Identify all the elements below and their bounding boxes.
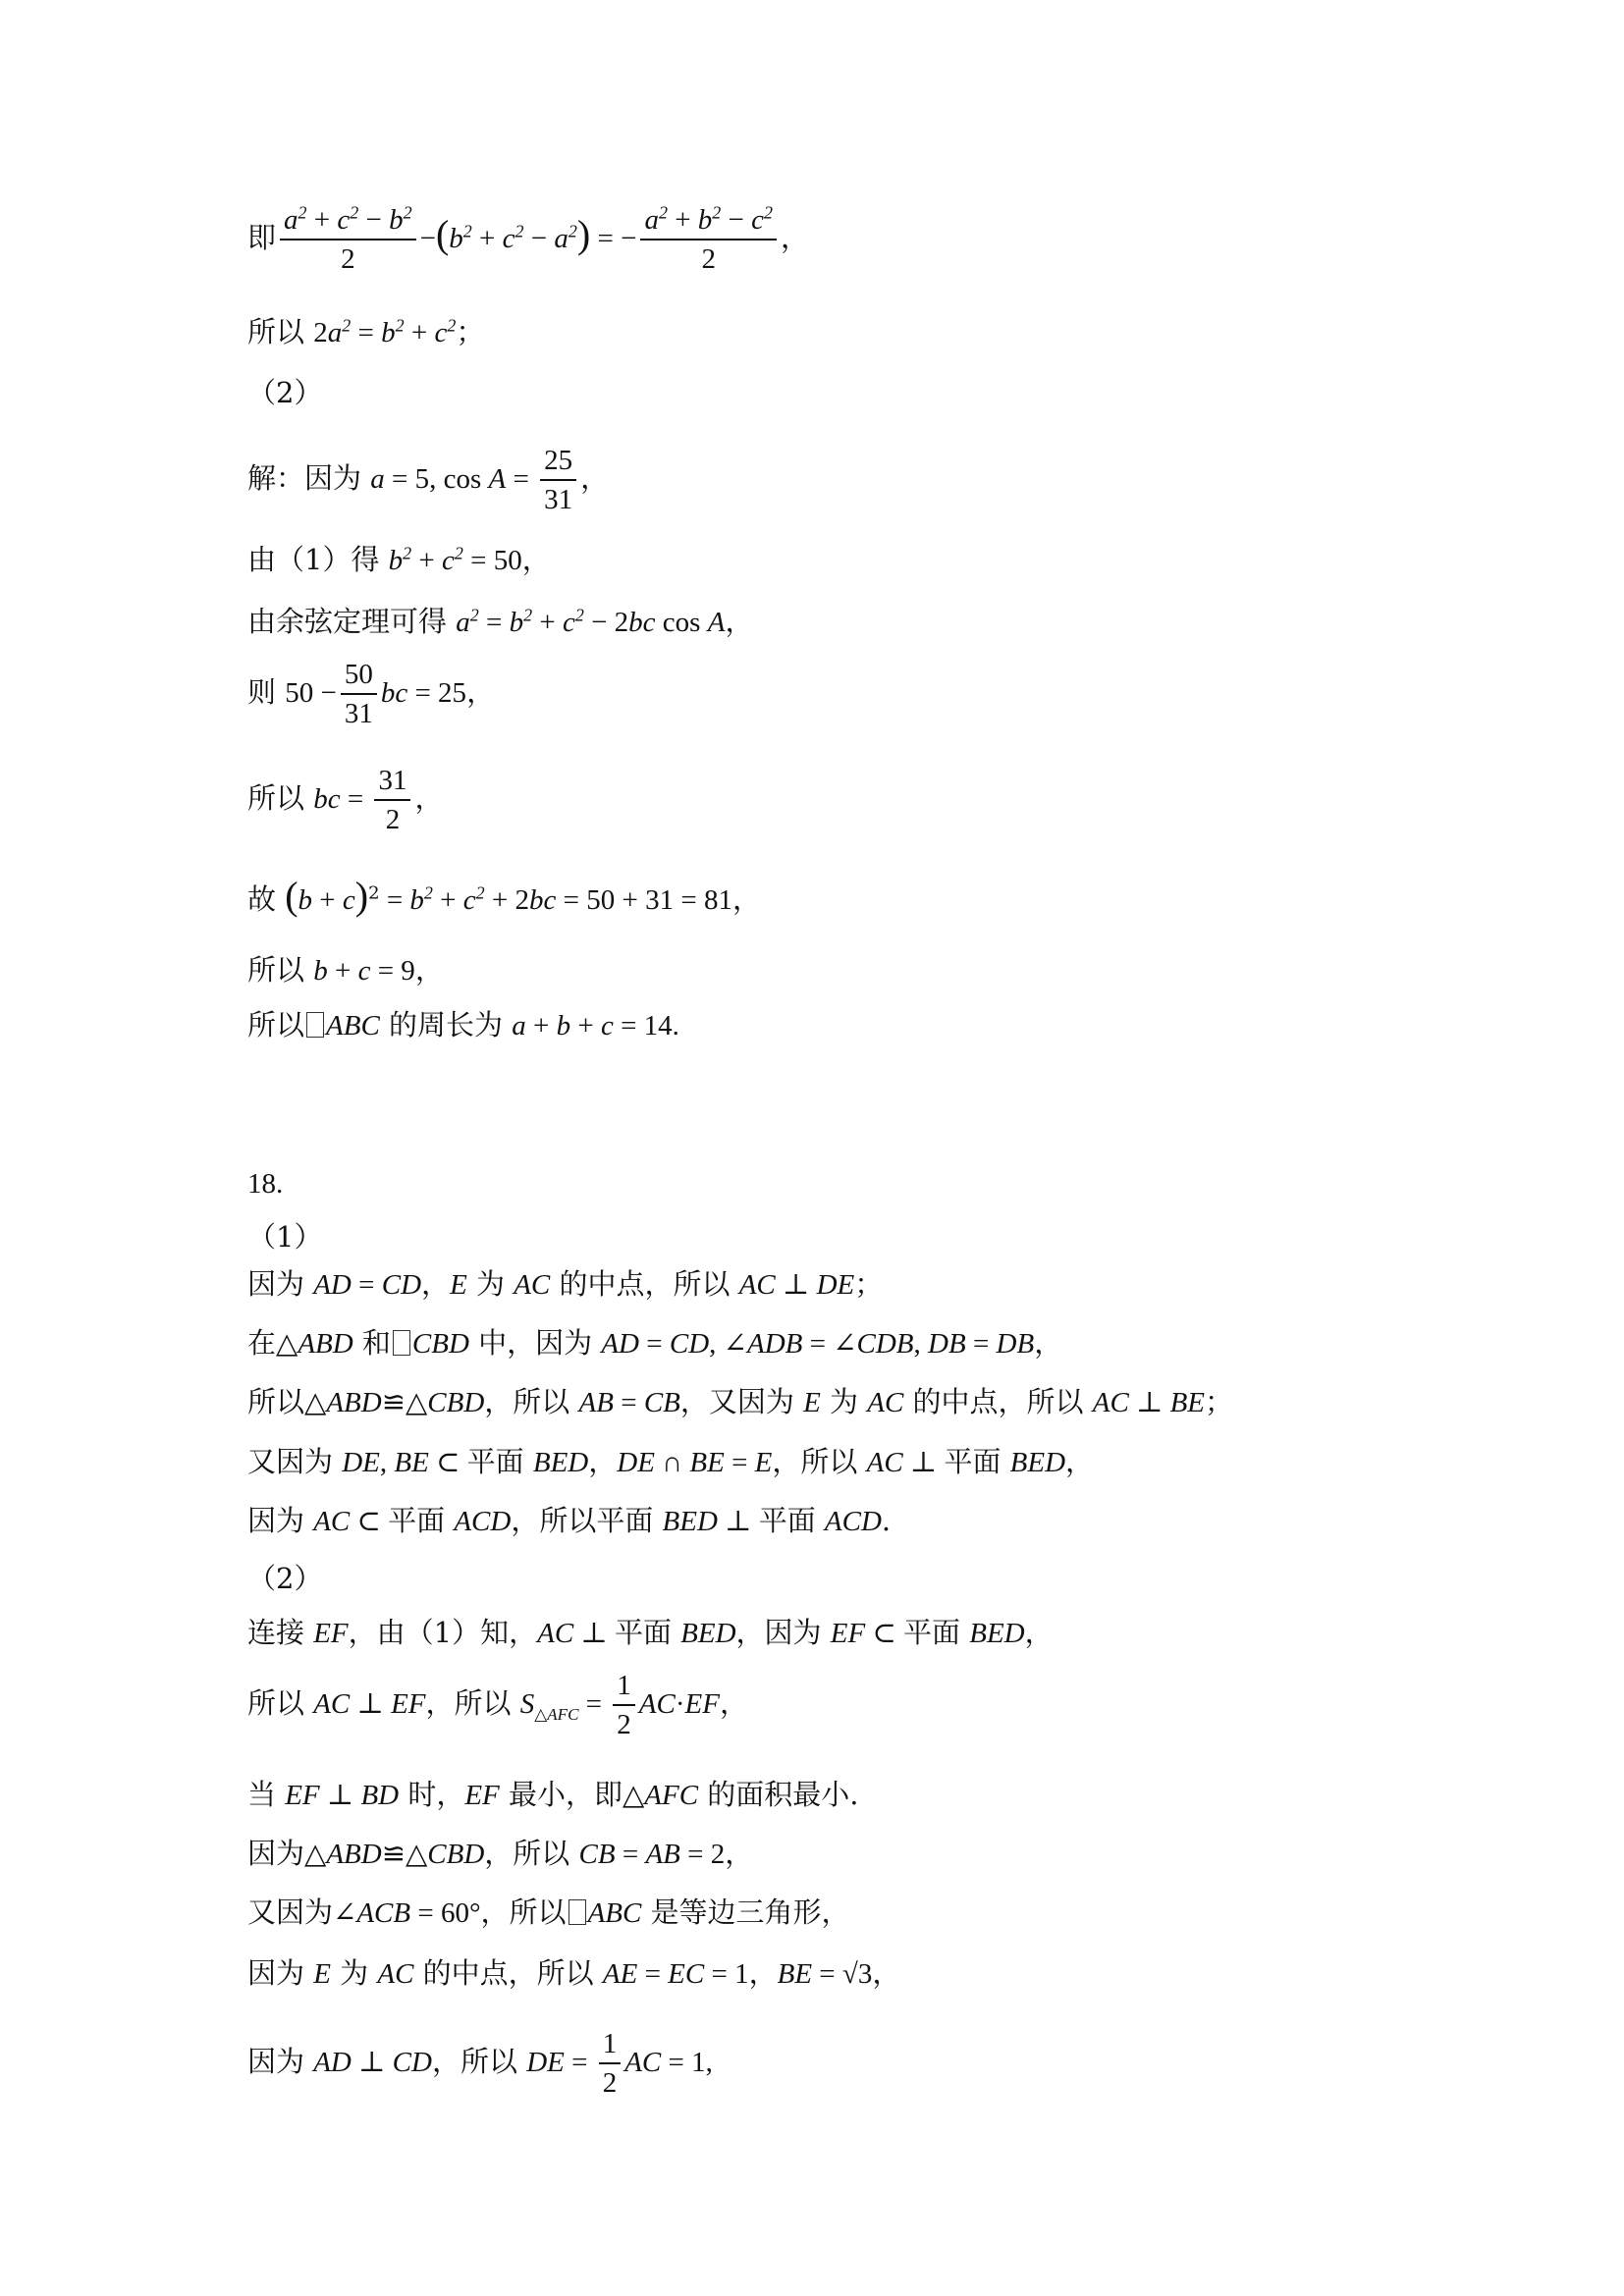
proof-line-8: 当 EF ⊥ BD 时，EF 最小，即△AFC 的面积最小. xyxy=(247,1778,859,1811)
proof-line-3: 所以△ABD≌△CBD，所以 AB = CB，又因为 E 为 AC 的中点，所以 AC ⊥ BE； xyxy=(247,1385,1234,1418)
proof-line-10: 又因为∠ACB = 60°，所以 ABC 是等边三角形， xyxy=(247,1896,850,1929)
equation-line-2: 所以 $2a^2 = b^2 + c^2$； xyxy=(247,315,485,348)
solution-line-8: 所以 ABC 的周长为 a + b + c = 14. xyxy=(247,1008,679,1041)
missing-glyph-box xyxy=(306,1012,324,1038)
proof-line-4: 又因为 DE, BE ⊂ 平面 BED，DE ∩ BE = E，所以 AC ⊥ 平面 BED， xyxy=(247,1445,1095,1478)
solution-line-7: 所以 b + c = 9， xyxy=(247,953,444,987)
proof-line-6: 连接 EF，由（1）知，AC ⊥ 平面 BED，因为 EF ⊂ 平面 BED， xyxy=(247,1616,1054,1649)
problem-number-18: 18. xyxy=(247,1168,284,1200)
part-label-2: （2） xyxy=(247,376,323,409)
proof-line-11: 因为 E 为 AC 的中点，所以 AE = EC = 1，BE = √3， xyxy=(247,1956,901,1990)
solution-line-5: 所以 bc = $\frac{31}{2}$ ， xyxy=(247,765,444,835)
part-label-2b: （2） xyxy=(247,1562,323,1595)
solution-line-4: 则 50 − $\frac{50}{31}$ bc = 25， xyxy=(247,659,496,729)
solution-line-2: 由（1）得 $b^2 + c^2 = 50$， xyxy=(247,543,551,576)
solution-line-1: 解：因为 a = 5, cos A = $\frac{25}{31}$ ， xyxy=(247,445,610,515)
part-label-1: （1） xyxy=(247,1220,323,1254)
proof-line-12: 因为 AD ⊥ CD，所以 DE = $\frac{1}{2}$ AC = 1, xyxy=(247,2028,713,2099)
missing-glyph-box xyxy=(568,1899,586,1925)
missing-glyph-box xyxy=(393,1330,410,1356)
proof-line-2: 在△ABD 和 CBD 中，因为 AD = CD, ∠ADB = ∠CDB, DB = DB， xyxy=(247,1326,1063,1360)
proof-line-7: 所以 AC ⊥ EF，所以 $S_{\triangle AFC}$ = $\frac{1}{2}$ AC·EF， xyxy=(247,1670,748,1740)
solution-line-3: 由余弦定理可得 $a^2 = b^2 + c^2 - 2bc$ cos A， xyxy=(247,605,754,638)
equation-line-1: 即 $\frac{a^2 + c^2 - b^2}{2}$ $-(b^2 + c^2 - a^2)$ = − $\frac{a^2 + b^2 - c^2}{2}$ ， xyxy=(247,202,810,275)
proof-line-5: 因为 AC ⊂ 平面 ACD，所以平面 BED ⊥ 平面 ACD. xyxy=(247,1504,892,1537)
proof-line-9: 因为△ABD≌△CBD，所以 CB = AB = 2， xyxy=(247,1837,754,1870)
solution-line-6: 故 $(b + c)^2 = b^2 + c^2 + 2bc = 50 + 31 = 81$， xyxy=(247,874,761,918)
proof-line-1: 因为 AD = CD，E 为 AC 的中点，所以 AC ⊥ DE； xyxy=(247,1267,884,1301)
